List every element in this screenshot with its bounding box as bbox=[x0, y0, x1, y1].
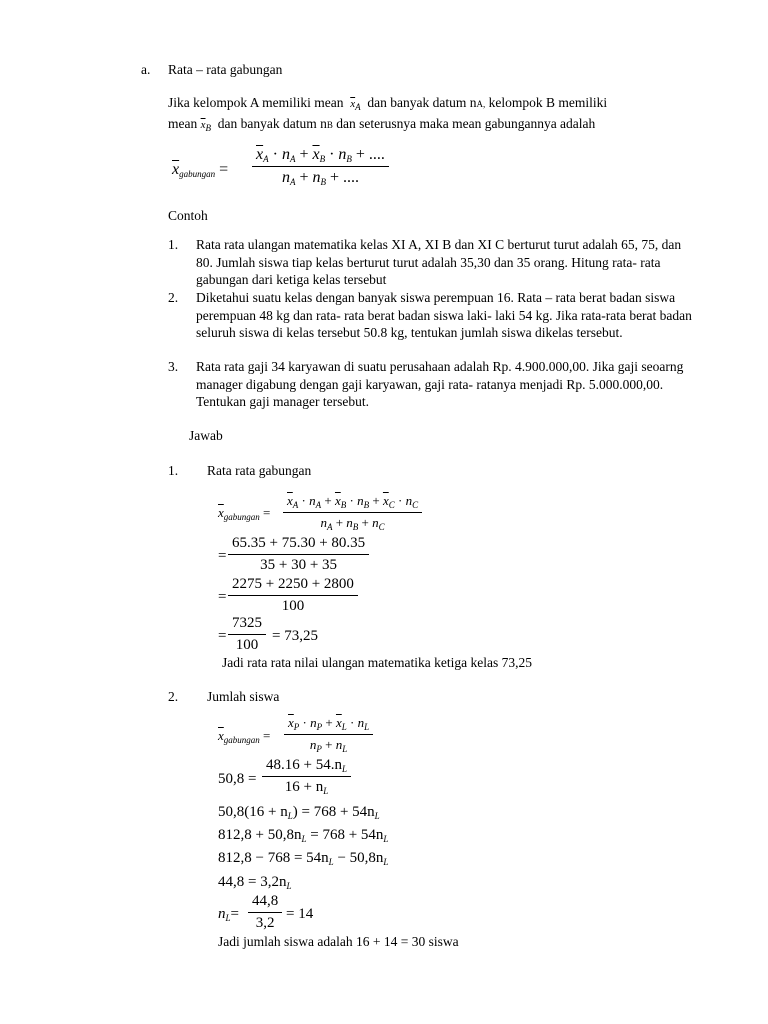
answer1-step1-eq: = bbox=[218, 548, 227, 564]
answer2-line4: $812,8 - 768 = 54n_L - 50,8n_L$ bbox=[218, 850, 389, 867]
answer1-step3-eq: = bbox=[218, 628, 227, 644]
answer2-title: Jumlah siswa bbox=[207, 689, 280, 704]
answer2-formula-lhs: $\overline{x}_{gabungan}$ = bbox=[218, 728, 271, 745]
answer1-step3-fraction: $\frac{7325}{100}$ bbox=[228, 615, 266, 654]
formula-main-fraction: $\frac{\overline{x}_A \cdot n_A + \overline{x}_B \cdot n_B + ....}{n_A + n_B + ....}$ bbox=[252, 146, 389, 187]
answer2-number: 2. bbox=[168, 689, 179, 704]
answer1-title: Rata rata gabungan bbox=[207, 463, 312, 478]
answer1-conclusion: Jadi rata rata nilai ulangan matematika ketiga kelas 73,25 bbox=[222, 655, 533, 670]
formula-main-lhs: $\overline{x}_{gabungan}$ = bbox=[172, 161, 229, 179]
answer1-step1-fraction: $\frac{65.35 + 75.30 + 80.35}{35 + 30 + 35}$ bbox=[228, 535, 369, 574]
section-marker: a. bbox=[141, 62, 151, 77]
answer1-step3-result: = 73,25 bbox=[272, 628, 318, 644]
answer2-eq1-fraction: $\frac{48.16 + 54.n_L}{16 + n_L}$ bbox=[262, 757, 351, 796]
intro-line-1: Jika kelompok A memiliki mean $\overline{x}_A$ dan banyak datum nA, kelompok B memiliki bbox=[168, 95, 608, 112]
answer2-line3: $812,8 + 50,8n_L = 768 + 54n_L$ bbox=[218, 827, 389, 844]
answer2-line6-fraction: $\frac{44,8}{3,2}$ bbox=[248, 893, 282, 932]
answer1-formula-fraction: $\frac{\overline{x}_A \cdot n_A + \overline{x}_B \cdot n_B + \overline{x}_C \cdot n_C}{n_A + n_B + n_C}$ bbox=[283, 493, 422, 532]
answer1-step2-fraction: $\frac{2275 + 2250 + 2800}{100}$ bbox=[228, 576, 358, 615]
jawab-label: Jawab bbox=[189, 428, 223, 443]
answer2-formula-fraction: $\frac{\overline{x}_P \cdot n_P + \overline{x}_L \cdot n_L}{n_P + n_L}$ bbox=[284, 715, 373, 754]
contoh-label: Contoh bbox=[168, 208, 208, 223]
answer1-formula-lhs: $\overline{x}_{gabungan}$ = bbox=[218, 505, 271, 522]
answer2-line6-result: = 14 bbox=[286, 906, 314, 922]
example-item-1: 1. Rata rata ulangan matematika kelas XI A, XI B dan XI C berturut turut adalah 65, 75, dan 80. Jumlah siswa tiap kelas berturut turut adalah 35,30 dan 35 orang. Hitung rata- rata gabungan dari ketiga kelas tersebut bbox=[168, 237, 682, 287]
intro-line-2: mean $\overline{x}_B$ dan banyak datum nB dan seterusnya maka mean gabungannya adalah bbox=[168, 116, 596, 133]
answer2-line2: $50,8(16 + n_L) = 768 + 54n_L$ bbox=[218, 804, 380, 821]
answer2-line6-lhs: $n_L=$ bbox=[218, 906, 239, 923]
example-item-3: 3. Rata rata gaji 34 karyawan di suatu perusahaan adalah Rp. 4.900.000,00. Jika gaji seoarng manager digabung dengan gaji karyawan, gaji rata- ratanya menjadi Rp. 5.000.000,00. Tentukan gaji manager tersebut. bbox=[168, 359, 684, 409]
answer2-conclusion: Jadi jumlah siswa adalah 16 + 14 = 30 siswa bbox=[218, 934, 459, 949]
example-item-2: 2. Diketahui suatu kelas dengan banyak siswa perempuan 16. Rata – rata berat badan siswa perempuan 48 kg dan rata- rata berat badan siswa laki- laki 54 kg. Jika rata-rata berat badan seluruh siswa di kelas tersebut 50.8 kg, tentukan jumlah siswa dikelas tersebut. bbox=[168, 290, 692, 340]
answer2-line5: $44,8 = 3,2n_L$ bbox=[218, 874, 292, 891]
section-title: Rata – rata gabungan bbox=[168, 62, 283, 77]
answer1-number: 1. bbox=[168, 463, 179, 478]
answer1-step2-eq: = bbox=[218, 589, 227, 605]
answer2-eq1-lhs: 50,8 = bbox=[218, 771, 257, 787]
